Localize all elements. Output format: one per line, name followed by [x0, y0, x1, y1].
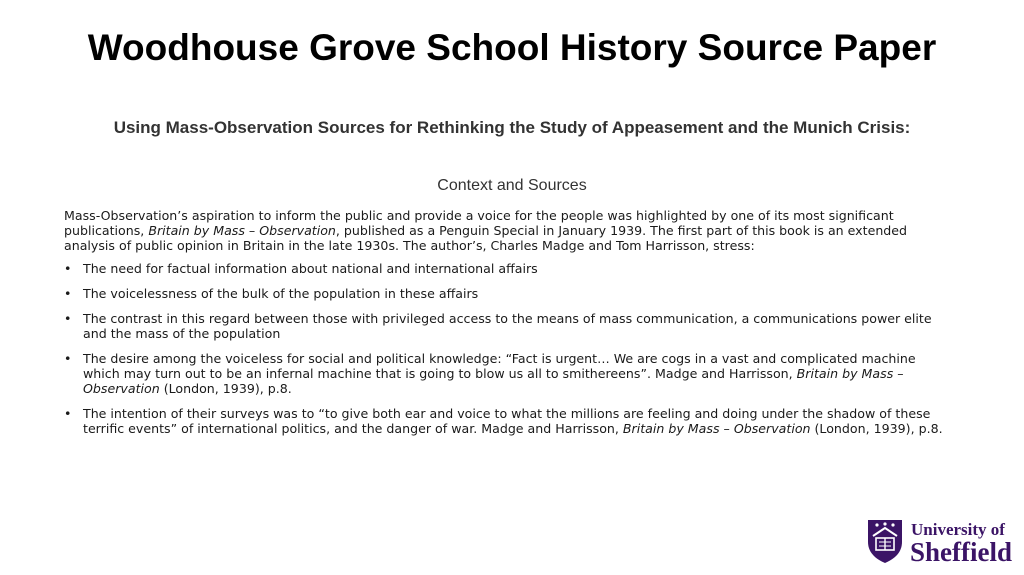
- bullet-text: The need for factual information about national and international affairs: [83, 261, 538, 276]
- bullet-glyph: •: [64, 261, 72, 276]
- bullet-glyph: •: [64, 406, 72, 421]
- body-text: [64, 208, 944, 446]
- university-logo: [866, 518, 1016, 568]
- bullet-item-4: [64, 351, 944, 396]
- bullet-glyph: •: [64, 351, 72, 366]
- logo-text-line1: University of: [911, 520, 1005, 539]
- intro-text-part1: Mass-Observation’s aspiration to inform the public and provide a voice for the people was highlighted by one of its most significant publications,: [64, 208, 894, 238]
- intro-paragraph: [64, 208, 944, 253]
- intro-text-part2: , published as a Penguin Special in January 1939. The first part of this book is an extended analysis of public opinion in Britain in the late 1930s. The author’s, Charles Madge and Tom Harrisson, stress:: [64, 223, 908, 253]
- bullet-citation: (London, 1939), p.8.: [810, 421, 943, 436]
- page-subtitle: Using Mass-Observation Sources for Rethinking the Study of Appeasement and the Munich Crisis:: [113, 118, 911, 137]
- page-title: Woodhouse Grove School History Source Paper: [87, 27, 937, 68]
- intro-book-title: Britain by Mass – Observation: [148, 223, 336, 238]
- bullet-citation: (London, 1939), p.8.: [159, 381, 292, 396]
- bullet-glyph: •: [64, 311, 72, 326]
- bullet-item-2: [64, 286, 944, 301]
- bullet-item-5: [64, 406, 944, 436]
- bullet-item-1: [64, 261, 944, 276]
- bullet-book-title: Britain by Mass – Observation: [622, 421, 811, 436]
- bullet-text: The contrast in this regard between those with privileged access to the means of mass communication, a communications power elite and the mass of the population: [83, 311, 932, 341]
- bullet-item-3: [64, 311, 944, 341]
- bullet-glyph: •: [64, 286, 72, 301]
- logo-text-line2: Sheffield: [910, 537, 1013, 567]
- bullet-text: The desire among the voiceless for social and political knowledge: “Fact is urgent… We are cogs in a vast and complicated machine which may turn out to be an infernal machine that is going to blow us all to smithereens”. Madge and Harrisson,: [83, 351, 916, 381]
- crest-icon: [866, 518, 904, 564]
- section-heading: Context and Sources: [437, 177, 587, 194]
- bullet-text: The intention of their surveys was to “to give both ear and voice to what the millions are feeling and doing under the shadow of these terrific events” of international politics, and the danger of war. Madge and Harrisson,: [83, 406, 931, 436]
- bullet-text: The voicelessness of the bulk of the population in these affairs: [83, 286, 479, 301]
- bullet-list: [64, 261, 944, 436]
- bullet-book-title: Britain by Mass – Observation: [83, 366, 904, 396]
